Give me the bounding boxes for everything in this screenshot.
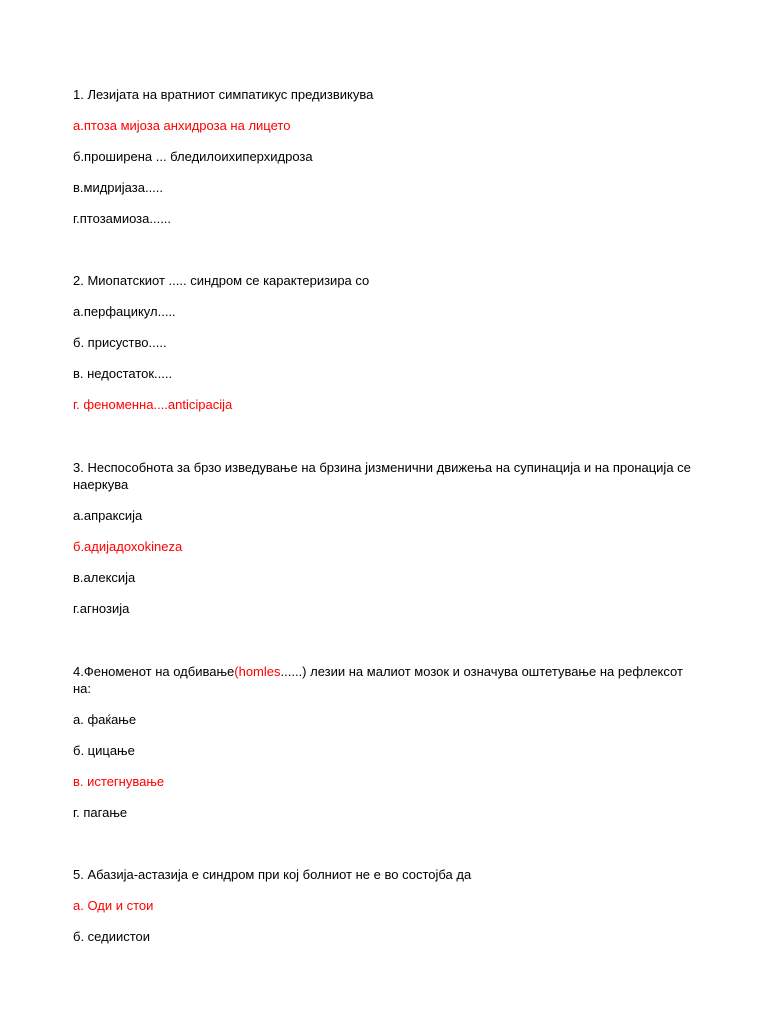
question-2-stem: 2. Миопатскиот ..... синдром се карактеризира со [73, 273, 370, 288]
question-4-stem-prefix: 4.Феноменот на одбивање [73, 664, 235, 679]
question-1-stem: 1. Лезијата на вратниот симпатикус предизвикува [73, 87, 374, 102]
question-5-option-a-correct: а. Оди и стои [73, 898, 154, 913]
question-1-option-d: г.птозамиоза...... [73, 211, 172, 226]
question-5-option-b: б. седиистои [73, 929, 151, 944]
question-4-option-a: а. фаќање [73, 712, 137, 727]
question-3-option-a: а.апраксија [73, 508, 143, 523]
question-4-option-b: б. цицање [73, 743, 135, 758]
question-4-stem [73, 663, 698, 697]
question-2-option-d-correct: г. феноменна....anticipacija [73, 397, 233, 412]
question-1-option-c: в.мидријаза..... [73, 180, 164, 195]
question-2-option-a: а.перфацикул..... [73, 304, 176, 319]
question-3-option-c: в.алексија [73, 570, 136, 585]
question-4-stem-highlight: (homles [234, 664, 281, 679]
question-2-option-b: б. присуство..... [73, 335, 167, 350]
question-1-option-b: б.проширена ... бледилоихиперхидроза [73, 149, 313, 164]
question-3-option-d: г.агнозија [73, 601, 130, 616]
question-5-stem: 5. Абазија-астазија е синдром при кој болниот не е во состојба да [73, 867, 472, 882]
question-4-option-d: г. пагање [73, 805, 128, 820]
question-2-option-c: в. недостаток..... [73, 366, 173, 381]
question-1-option-a-correct: а.птоза мијоза анхидроза на лицето [73, 118, 291, 133]
question-3-stem: 3. Неспособнота за брзо изведување на брзина јизменични движења на супинација и на пронација се наеркува [73, 460, 691, 492]
question-4-stem-suffix: ......) лезии на малиот мозок и означува оштетување на рефлексот на: [73, 664, 683, 696]
question-3-option-b-correct: б.адијадохokineza [73, 539, 183, 554]
question-4-option-c-correct: в. истегнување [73, 774, 165, 789]
